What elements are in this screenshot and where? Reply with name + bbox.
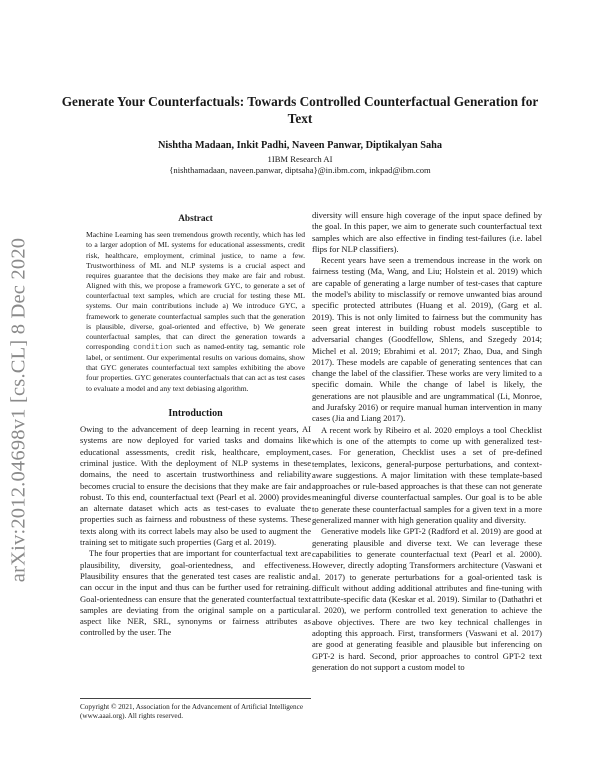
abstract-text	[80, 230, 311, 394]
right-paragraph-2: Recent years have seen a tremendous increase in the work on fairness testing (Ma, Wang, and Liu; Holstein et al. 2019) which are capable of generating a large number of test-cases that capture the model's ability to misclassify or remove unwanted bias around specific protected attributes (Huang et al. 2019), (Garg et al. 2019). This is not only limited to fairness but the community has seen great interest in building robust models susceptible to adversarial changes (Goodfellow, Shlens, and Szegedy 2014; Michel et al. 2019; Ebrahimi et al. 2017; Zhao, Dua, and Singh 2017). These models are capable of generating sentences that can change the label of the classifier. These works are very limited to a specific domain. While the change of label is likely, the generations are not plausible and are ungrammatical (Li, Monroe, and Jurafsky 2016) or require manual human intervention in many cases (Jia and Liang 2017).	[312, 255, 542, 424]
author-emails: {nishthamadaan, naveen.panwar, diptsaha}@in.ibm.com, inkpad@ibm.com	[169, 165, 431, 175]
arxiv-identifier: arXiv:2012.04698v1 [cs.CL] 8 Dec 2020	[7, 237, 30, 583]
right-paragraph-3: A recent work by Ribeiro et al. 2020 employs a tool Checklist which is one of the attempts to come up with generalized test-cases. For generation, Checklist uses a set of pre-defined templates, lexicons, general-purpose perturbations, and context-aware suggestions. A major limitation with these template-based approaches or rule-based approaches is that these can not generate meaningful diverse counterfactual samples. Our goal is to be able to generate these counterfactual samples for a given text in a more generalized manner with high generation quality and diversity.	[312, 424, 542, 526]
affiliation: 1IBM Research AI	[267, 154, 333, 164]
left-column	[80, 210, 311, 639]
right-paragraph-4: Generative models like GPT-2 (Radford et al. 2019) are good at generating plausible and diverse text. We can leverage these capabilities to generate counterfactual text (Pearl et al. 2000). However, directly adopting Transformers architecture (Vaswani et al. 2017) to generate perturbations for a goal-oriented task is difficult without adding additional attributes and fine-tuning with attribute-specific data (Keskar et al. 2019). Similar to (Dathathri et al. 2020), we perform controlled text generation to achieve the above objectives. There are two key technical challenges in adopting this approach. First, transformers (Vaswani et al. 2017) are good at generating feasible and plausible but inferencing on GPT-2 is hard. Second, prior approaches to control GPT-2 text generation do not support a custom model to	[312, 526, 542, 672]
abstract-code-term: condition	[133, 344, 173, 353]
right-paragraph-1: diversity will ensure high coverage of the input space defined by the goal. In this paper, we aim to generate such counterfactual text samples which are also effective in finding test-failures (i.e. label flips for NLP classifiers).	[312, 210, 542, 254]
copyright-footnote: Copyright © 2021, Association for the Advancement of Artificial Intelligence (www.aaai.org). All rights reserved.	[80, 698, 311, 722]
introduction-heading: Introduction	[168, 407, 223, 419]
intro-paragraph-2: The four properties that are important for counterfactual text are plausibility, diversity, goal-orientedness, and effectiveness. Plausibility ensures that the generated test cases are realistic and can occur in the input and thus can be further used for retraining. Goal-orientedness can ensure that the generated counterfactual text samples are deviating from the original sample on a particular aspect like NER, SRL, synonyms or fairness attributes as controlled by the user. The	[80, 548, 311, 638]
intro-paragraph-1: Owing to the advancement of deep learning in recent years, AI systems are now deployed for varied tasks and domains like educational assessments, credit risk, healthcare, employment, criminal justice. With the deployment of NLP systems in these domains, the need to ascertain trustworthiness and reliability becomes crucial to ensure the decisions that they make are fair and robust. To this end, counterfactual text (Pearl et al. 2000) provides an alternate dataset which acts as test-cases to evaluate the properties such as fairness and robustness of these systems. These texts along with its correct labels may also be used to augment the training set to mitigate such properties (Garg et al. 2019).	[80, 424, 311, 548]
abstract-heading: Abstract	[178, 214, 213, 224]
paper-title: Generate Your Counterfactuals: Towards Controlled Counterfactual Generation for Text	[61, 94, 539, 126]
right-column	[312, 210, 542, 673]
abstract-text-part-1: Machine Learning has seen tremendous growth recently, which has led to a larger adoption of ML systems for educational assessments, credit risk, healthcare, employment, criminal justice, to name a few. Trustworthiness of ML and NLP systems is a crucial aspect and requires guarantee that the decisions they make are fair and robust. Aligned with this, we propose a framework GYC, to generate a set of counterfactual text samples, which are crucial for testing these ML systems. Our main contributions include a) We introduce GYC, a framework to generate counterfactual samples such that the generation is plausible, diverse, goal-oriented and effective, b) We generate counterfactual samples, that can direct the generation towards a corresponding	[86, 230, 305, 352]
author-list: Nishtha Madaan, Inkit Padhi, Naveen Panwar, Diptikalyan Saha	[158, 140, 442, 151]
abstract-text-part-2: such as named-entity tag, semantic role label, or sentiment. Our experimental results on various domains, show that GYC generates counterfactual text samples exhibiting the above four properties. GYC generates counterfactuals that can act as test cases to evaluate a model and any text debiasing algorithm.	[86, 342, 306, 393]
arxiv-stamp	[2, 210, 36, 610]
paper-header	[60, 94, 540, 176]
